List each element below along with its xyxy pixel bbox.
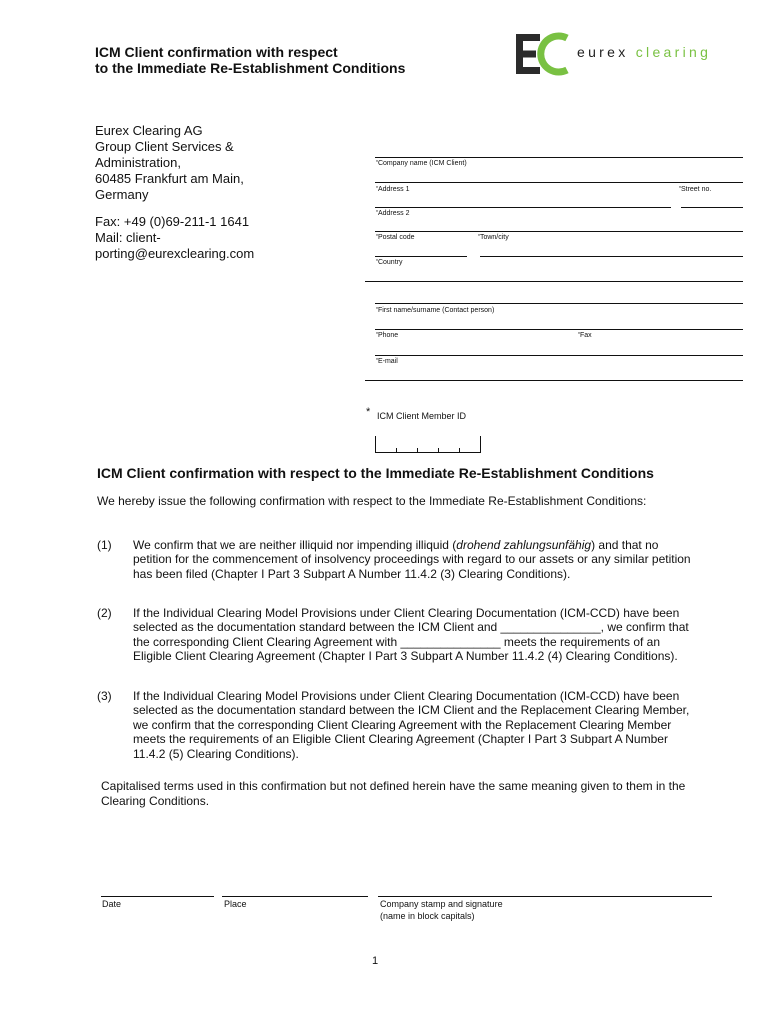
member-id-tick	[396, 448, 397, 452]
contact-separator-rule	[375, 303, 743, 304]
ec-logo-mark-icon	[515, 32, 575, 76]
item-number: (3)	[97, 689, 112, 703]
fax-number: Fax: +49 (0)69-211-1 1641	[95, 214, 250, 229]
member-id-tick	[417, 448, 418, 452]
email-label: *E-mail	[376, 358, 398, 365]
item-text: We confirm that we are neither illiquid nor impending illiquid (drohend zahlungsunfähig) and that no petition for the commencement of insolvency proceedings with regard to our assets or any similar petition has been filed (Chapter I Part 3 Subpart A Number 11.4.2 (3) Clearing Conditions).	[133, 538, 691, 581]
page-number: 1	[372, 955, 379, 967]
item-number: (2)	[97, 606, 112, 620]
fax-label: *Fax	[578, 332, 592, 339]
street-no-field[interactable]	[681, 207, 743, 208]
intro-paragraph: We hereby issue the following confirmation with respect to the Immediate Re-Establishment Conditions:	[97, 494, 647, 508]
member-id-tick	[438, 448, 439, 452]
address2-field[interactable]	[375, 231, 743, 232]
section-title: ICM Client confirmation with respect to the Immediate Re-Establishment Conditions	[97, 465, 654, 481]
address-line: Administration,	[95, 155, 181, 170]
recipient-contact	[95, 214, 325, 262]
phone-fax-field[interactable]	[375, 355, 743, 356]
member-id-required-star: *	[366, 406, 371, 418]
logo-word-clearing: clearing	[635, 44, 712, 60]
stamp-label: Company stamp and signature (name in block capitals)	[380, 899, 503, 921]
place-field[interactable]	[222, 896, 368, 897]
eurex-clearing-logo	[515, 32, 715, 76]
contact-person-label: *First name/surname (Contact person)	[376, 307, 495, 314]
address1-field[interactable]	[375, 207, 671, 208]
phone-label: *Phone	[376, 332, 399, 339]
country-field[interactable]	[365, 281, 743, 282]
member-id-tick	[459, 448, 460, 452]
country-label: *Country	[376, 259, 403, 266]
company-name-label: *Company name (ICM Client)	[376, 160, 467, 167]
member-id-label: ICM Client Member ID	[377, 411, 467, 421]
item-number: (1)	[97, 538, 112, 552]
item-text: If the Individual Clearing Model Provisions under Client Clearing Documentation (ICM-CCD) have been selected as the documentation standard between the ICM Client and _______________, we confirm that the corresponding Client Clearing Agreement with _______________ meets the requirements of an Eligible Client Clearing Agreement (Chapter I Part 3 Subpart A Number 11.4.2 (4) Clearing Conditions).	[133, 606, 689, 664]
town-city-label: *Town/city	[478, 234, 509, 241]
postal-code-field[interactable]	[375, 256, 467, 257]
closing-paragraph: Capitalised terms used in this confirmation but not defined herein have the same meaning given to them in the Clearing Conditions.	[101, 779, 686, 808]
town-city-field[interactable]	[480, 256, 743, 257]
logo-word-eurex: eurex	[577, 44, 629, 60]
address2-label: *Address 2	[376, 210, 410, 217]
mail-line2: porting@eurexclearing.com	[95, 246, 255, 261]
address-line: 60485 Frankfurt am Main,	[95, 171, 244, 186]
address1-label: *Address 1	[376, 186, 410, 193]
date-field[interactable]	[101, 896, 214, 897]
company-name-field[interactable]	[375, 182, 743, 183]
member-id-input[interactable]	[375, 436, 481, 453]
place-label: Place	[224, 899, 247, 909]
postal-code-label: *Postal code	[376, 234, 415, 241]
document-title	[95, 44, 405, 76]
document-title-line1: ICM Client confirmation with respect	[95, 44, 338, 60]
address-line: Eurex Clearing AG	[95, 123, 203, 138]
street-no-label: *Street no.	[679, 186, 712, 193]
recipient-address	[95, 123, 285, 203]
mail-line1: Mail: client-	[95, 230, 161, 245]
address-line: Germany	[95, 187, 149, 202]
contact-person-field[interactable]	[375, 329, 743, 330]
date-label: Date	[102, 899, 122, 909]
top-rule	[375, 157, 743, 158]
item-text: If the Individual Clearing Model Provisions under Client Clearing Documentation (ICM-CCD) have been selected as the documentation standard between the ICM Client and the Replacement Clearing Member, we confirm that the corresponding Client Clearing Agreement with the Replacement Clearing Member meets the requirements of an Eligible Client Clearing Agreement (Chapter I Part 3 Subpart A Number 11.4.2 (5) Clearing Conditions).	[133, 689, 690, 761]
logo-wordmark	[577, 44, 711, 60]
email-field[interactable]	[365, 380, 743, 381]
address-line: Group Client Services &	[95, 139, 234, 154]
stamp-signature-field[interactable]	[378, 896, 712, 897]
document-title-line2: to the Immediate Re-Establishment Conditions	[95, 60, 406, 76]
